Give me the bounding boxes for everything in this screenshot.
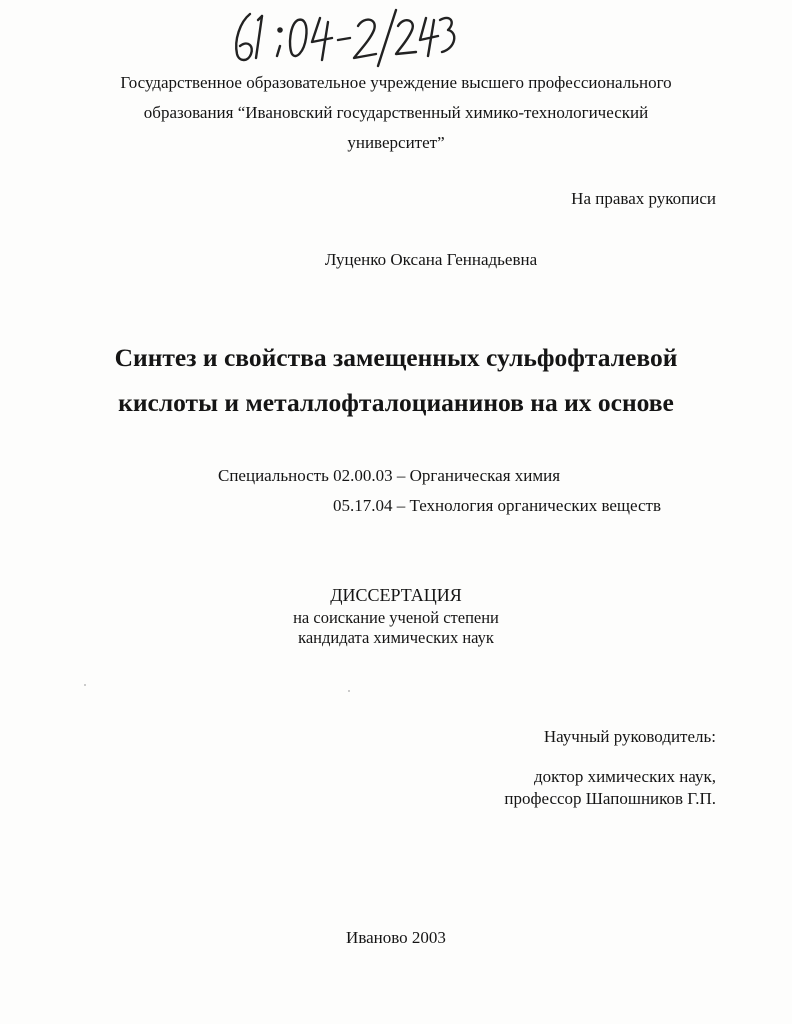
title-line-2: кислоты и металлофталоцианинов на их основе [118,388,674,417]
city-year: Иваново 2003 [346,928,446,947]
title-line-1: Синтез и свойства замещенных сульфофталевой [114,343,678,372]
advisor-details [504,766,716,810]
specialty-line-2: 05.17.04 – Технология органических веществ [333,496,661,515]
scan-speck [348,690,350,692]
institution-line-1: Государственное образовательное учреждение высшего профессионального [120,73,672,92]
handwritten-registry-code [228,8,458,70]
dissertation-heading: ДИССЕРТАЦИЯ [330,585,462,605]
institution-line-2: образования “Ивановский государственный химико-технологический [143,103,649,122]
handwritten-code-drawing [228,8,458,70]
degree-line-2: кандидата химических наук [298,628,494,647]
dissertation-degree [0,608,792,648]
dissertation-title [0,335,792,425]
institution-name [0,68,792,158]
institution-line-3: университет” [347,133,445,152]
scan-speck [84,684,86,686]
advisor-name: профессор Шапошников Г.П. [504,789,716,808]
advisor-label: Научный руководитель: [543,727,716,746]
specialty-line-1: Специальность 02.00.03 – Органическая химия [218,466,561,485]
author-name: Луценко Оксана Геннадьевна [324,250,538,269]
advisor-degree: доктор химических наук, [533,767,716,786]
degree-line-1: на соискание ученой степени [293,608,499,627]
manuscript-note: На правах рукописи [571,189,716,208]
